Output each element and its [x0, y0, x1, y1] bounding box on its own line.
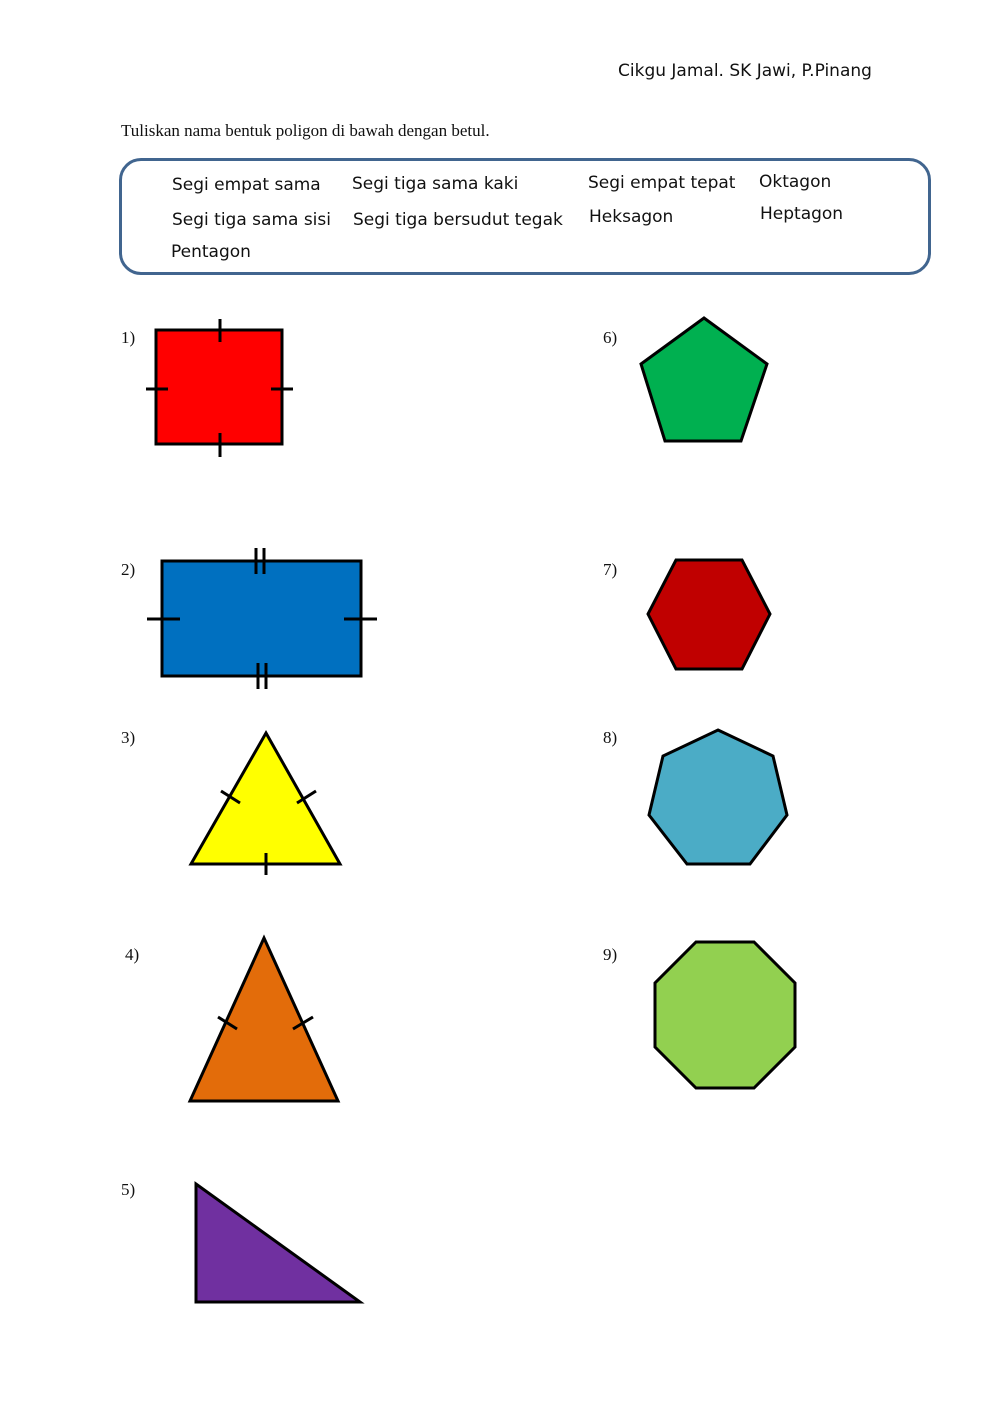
question-number: 2) — [121, 560, 136, 579]
question-number: 9) — [603, 945, 618, 964]
instruction-text: Tuliskan nama bentuk poligon di bawah dengan betul. — [121, 121, 490, 140]
question-number: 1) — [121, 328, 136, 347]
word-bank-item: Pentagon — [171, 242, 251, 262]
word-bank-item: Segi empat sama — [172, 175, 321, 195]
question-number: 4) — [125, 945, 140, 964]
word-bank-item: Segi tiga bersudut tegak — [353, 210, 563, 230]
word-bank-item: Segi tiga sama sisi — [172, 210, 331, 230]
question-number: 8) — [603, 728, 618, 747]
word-bank-item: Heptagon — [760, 204, 844, 224]
question-number: 7) — [603, 560, 618, 579]
question-number: 3) — [121, 728, 136, 747]
word-bank-item: Segi empat tepat — [588, 173, 736, 193]
question-number: 6) — [603, 328, 618, 347]
word-bank-item: Segi tiga sama kaki — [352, 174, 519, 194]
word-bank-item: Heksagon — [589, 207, 674, 227]
author-credit: Cikgu Jamal. SK Jawi, P.Pinang — [618, 61, 872, 81]
word-bank-item: Oktagon — [759, 172, 832, 192]
question-number: 5) — [121, 1180, 136, 1199]
